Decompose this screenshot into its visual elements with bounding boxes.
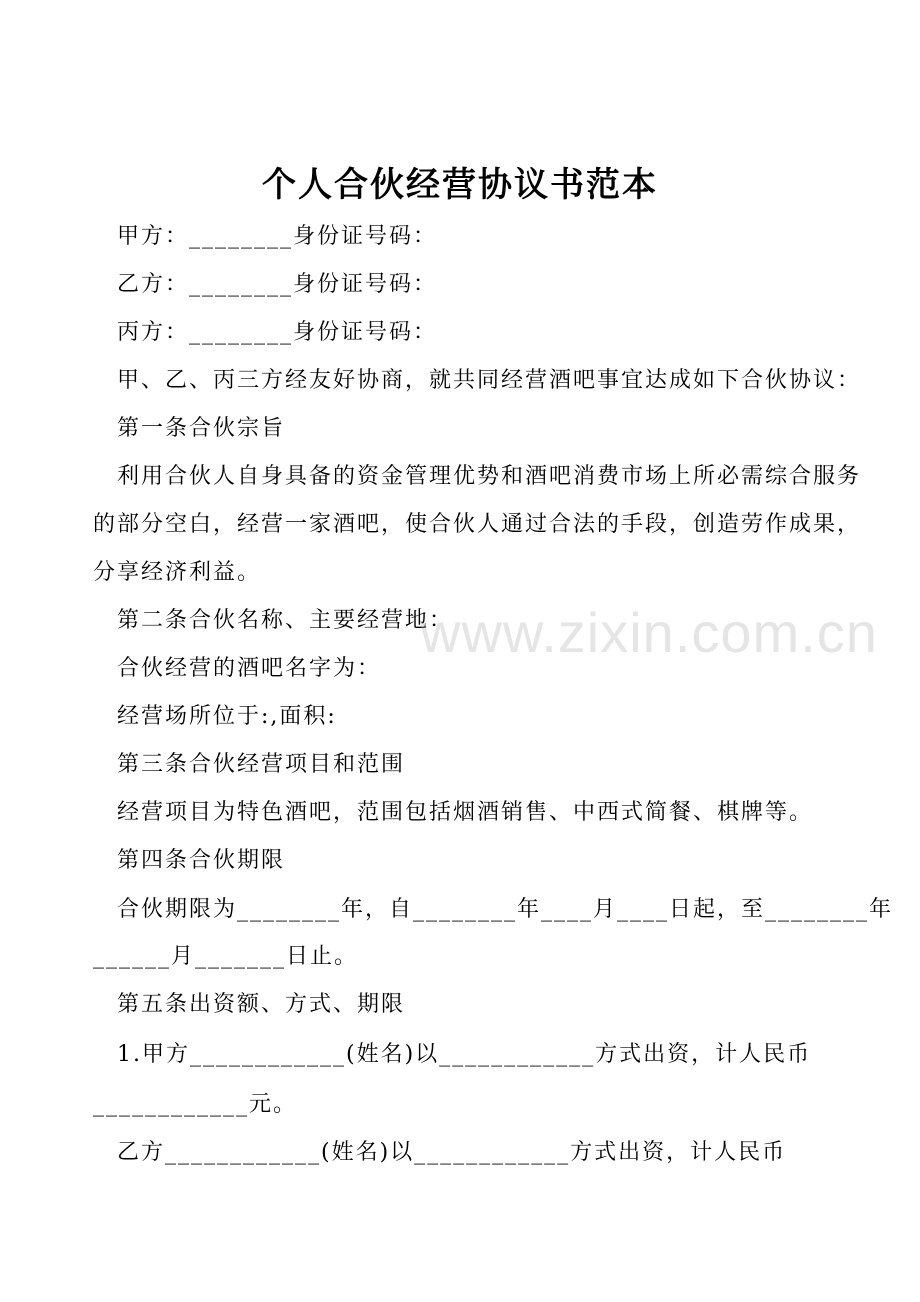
watermark: www.zixin.com.cn bbox=[420, 601, 878, 664]
article-5-heading: 第五条出资额、方式、期限 bbox=[117, 992, 406, 1017]
party-a-line: 甲方：________身份证号码： bbox=[117, 224, 438, 249]
party-b-line: 乙方：________身份证号码： bbox=[117, 272, 438, 297]
article-3-text: 经营项目为特色酒吧，范围包括烟酒销售、中西式简餐、棋牌等。 bbox=[117, 800, 814, 825]
article-5-item-1-cont: ____________元。 bbox=[93, 1092, 298, 1117]
party-c-line: 丙方：________身份证号码： bbox=[117, 320, 438, 345]
article-5-item-1: 1.甲方____________(姓名)以____________方式出资，计人民币 bbox=[117, 1042, 812, 1067]
article-1-heading: 第一条合伙宗旨 bbox=[117, 416, 286, 441]
article-2-text-1: 合伙经营的酒吧名字为： bbox=[117, 656, 382, 681]
article-2-text-2: 经营场所位于:,面积: bbox=[117, 704, 337, 729]
article-1-text-1: 利用合伙人自身具备的资金管理优势和酒吧消费市场上所必需综合服务 bbox=[117, 464, 862, 489]
article-4-heading: 第四条合伙期限 bbox=[117, 848, 286, 873]
article-1-text-2: 的部分空白，经营一家酒吧，使合伙人通过合法的手段，创造劳作成果， bbox=[93, 512, 862, 537]
article-5-item-2: 乙方____________(姓名)以____________方式出资，计人民币 bbox=[117, 1140, 787, 1165]
article-4-text-1: 合伙期限为________年，自________年____月____日起，至________年 bbox=[117, 897, 894, 922]
article-2-heading: 第二条合伙名称、主要经营地： bbox=[117, 608, 454, 633]
article-1-text-3: 分享经济利益。 bbox=[93, 560, 262, 585]
article-3-heading: 第三条合伙经营项目和范围 bbox=[117, 752, 406, 777]
preamble-line: 甲、乙、丙三方经友好协商，就共同经营酒吧事宜达成如下合伙协议： bbox=[117, 368, 862, 393]
document-title: 个人合伙经营协议书范本 bbox=[262, 165, 658, 205]
article-4-text-2: ______月_______日止。 bbox=[93, 944, 359, 969]
